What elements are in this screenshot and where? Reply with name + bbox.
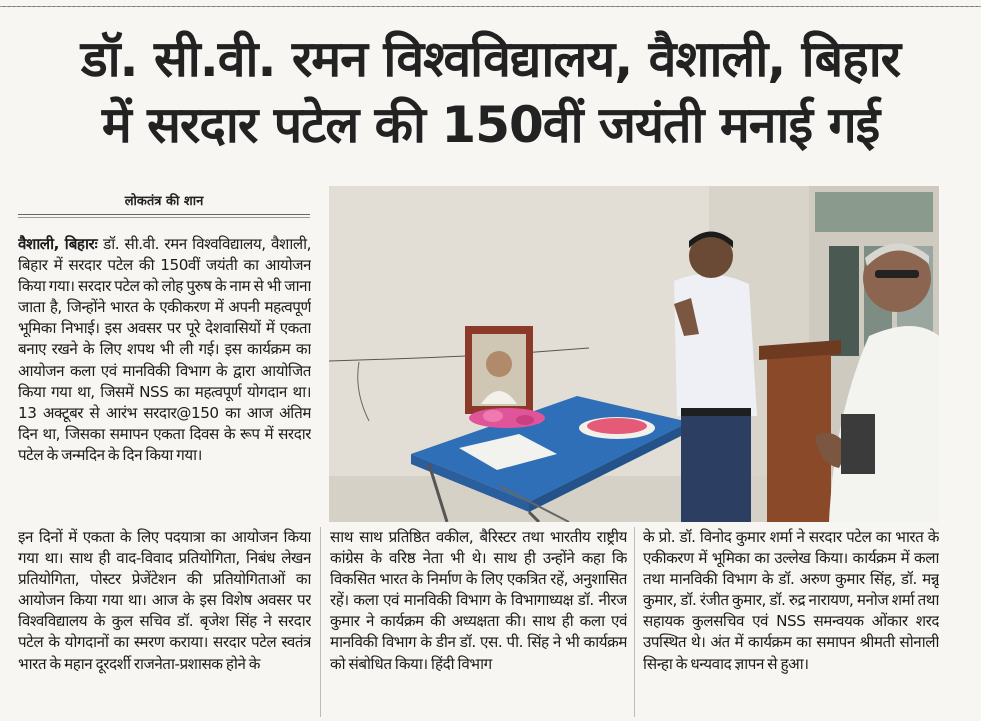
byline: लोकतंत्र की शान [124, 194, 204, 209]
dateline: वैशाली, बिहारः [18, 235, 104, 253]
column-2-text: साथ साथ प्रतिष्ठित वकील, बैरिस्टर तथा भारतीय राष्ट्रीय कांग्रेस के वरिष्ठ नेता भी थे। साथ ही उन्होंने कहा कि विकसित भारत के निर्माण के लिए एकत्रित रहें, अनुशासित रहें। कला एवं मानविकी विभाग के विभागाध्यक्ष डॉ. नीरज कुमार ने कार्यक्रम की अध्यक्षता की। साथ ही कला एवं मानविकी विभाग के डीन डॉ. एस. पी. सिंह ने भी कार्यक्रम को संबोधित किया। हिंदी विभाग [330, 528, 627, 673]
headline [0, 26, 981, 158]
byline-rule [18, 214, 310, 215]
column-1b-text: इन दिनों में एकता के लिए पदयात्रा का आयोजन किया गया था। साथ ही वाद-विवाद प्रतियोगिता, निबंध लेखन प्रतियोगिता, पोस्टर प्रेजेंटेशन की प्रतियोगिताओं का आयोजन किया गया था। आज के इस विशेष अवसर पर विश्वविद्यालय के कुल सचिव डॉ. बृजेश सिंह ने सरदार पटेल के योगदानों का स्मरण कराया। सरदार पटेल स्वतंत्र भारत के महान दूरदर्शी राजनेता-प्रशासक होने के [18, 528, 311, 673]
column-divider-1 [320, 527, 321, 717]
event-photo [329, 186, 939, 522]
byline-rule-2 [18, 217, 310, 218]
article-column-2 [330, 527, 627, 717]
page-top-rule [0, 0, 981, 7]
column-divider-2 [634, 527, 635, 717]
column-1-text: डॉ. सी.वी. रमन विश्वविद्यालय, वैशाली, बिहार में सरदार पटेल की 150वीं जयंती का आयोजन किया गया। सरदार पटेल को लोह पुरुष के नाम से भी जाना जाता है, जिन्होंने भारत के एकीकरण में अपनी महत्वपूर्ण भूमिका निभाई। इस अवसर पर पूरे देशवासियों में एकता बनाए रखने के लिए शपथ भी ली गई। इस कार्यक्रम का आयोजन कला एवं मानविकी विभाग के द्वारा आयोजित किया गया था, जिसमें NSS का महत्वपूर्ण योगदान था। 13 अक्टूबर से आरंभ सरदार@150 का आज अंतिम दिन था, जिसका समापन एकता दिवस के रूप में सरदार पटेल के जन्मदिन के दिन किया गया। [18, 235, 311, 464]
article-column-3 [643, 527, 939, 717]
article-column-1-continued [18, 527, 311, 717]
column-3-text: के प्रो. डॉ. विनोद कुमार शर्मा ने सरदार पटेल का भारत के एकीकरण में भूमिका का उल्लेख किया। कार्यक्रम में कला तथा मानविकी विभाग के डॉ. अरुण कुमार सिंह, डॉ. मन्नू कुमार, डॉ. रंजीत कुमार, डॉ. रुद्र नारायण, मनोज शर्मा तथा सहायक कुलसचिव एवं NSS समन्वयक ओंकार शरद उपस्थित थे। अंत में कार्यक्रम का समापन श्रीमती सोनाली सिन्हा के धन्यवाद ज्ञापन से हुआ। [643, 528, 939, 673]
article-column-1 [18, 234, 311, 524]
photo-illustration [329, 186, 939, 522]
headline-line-2: में सरदार पटेल की 150वीं जयंती मनाई गई [101, 96, 880, 154]
headline-line-1: डॉ. सी.वी. रमन विश्वविद्यालय, वैशाली, बिहार [80, 30, 901, 88]
